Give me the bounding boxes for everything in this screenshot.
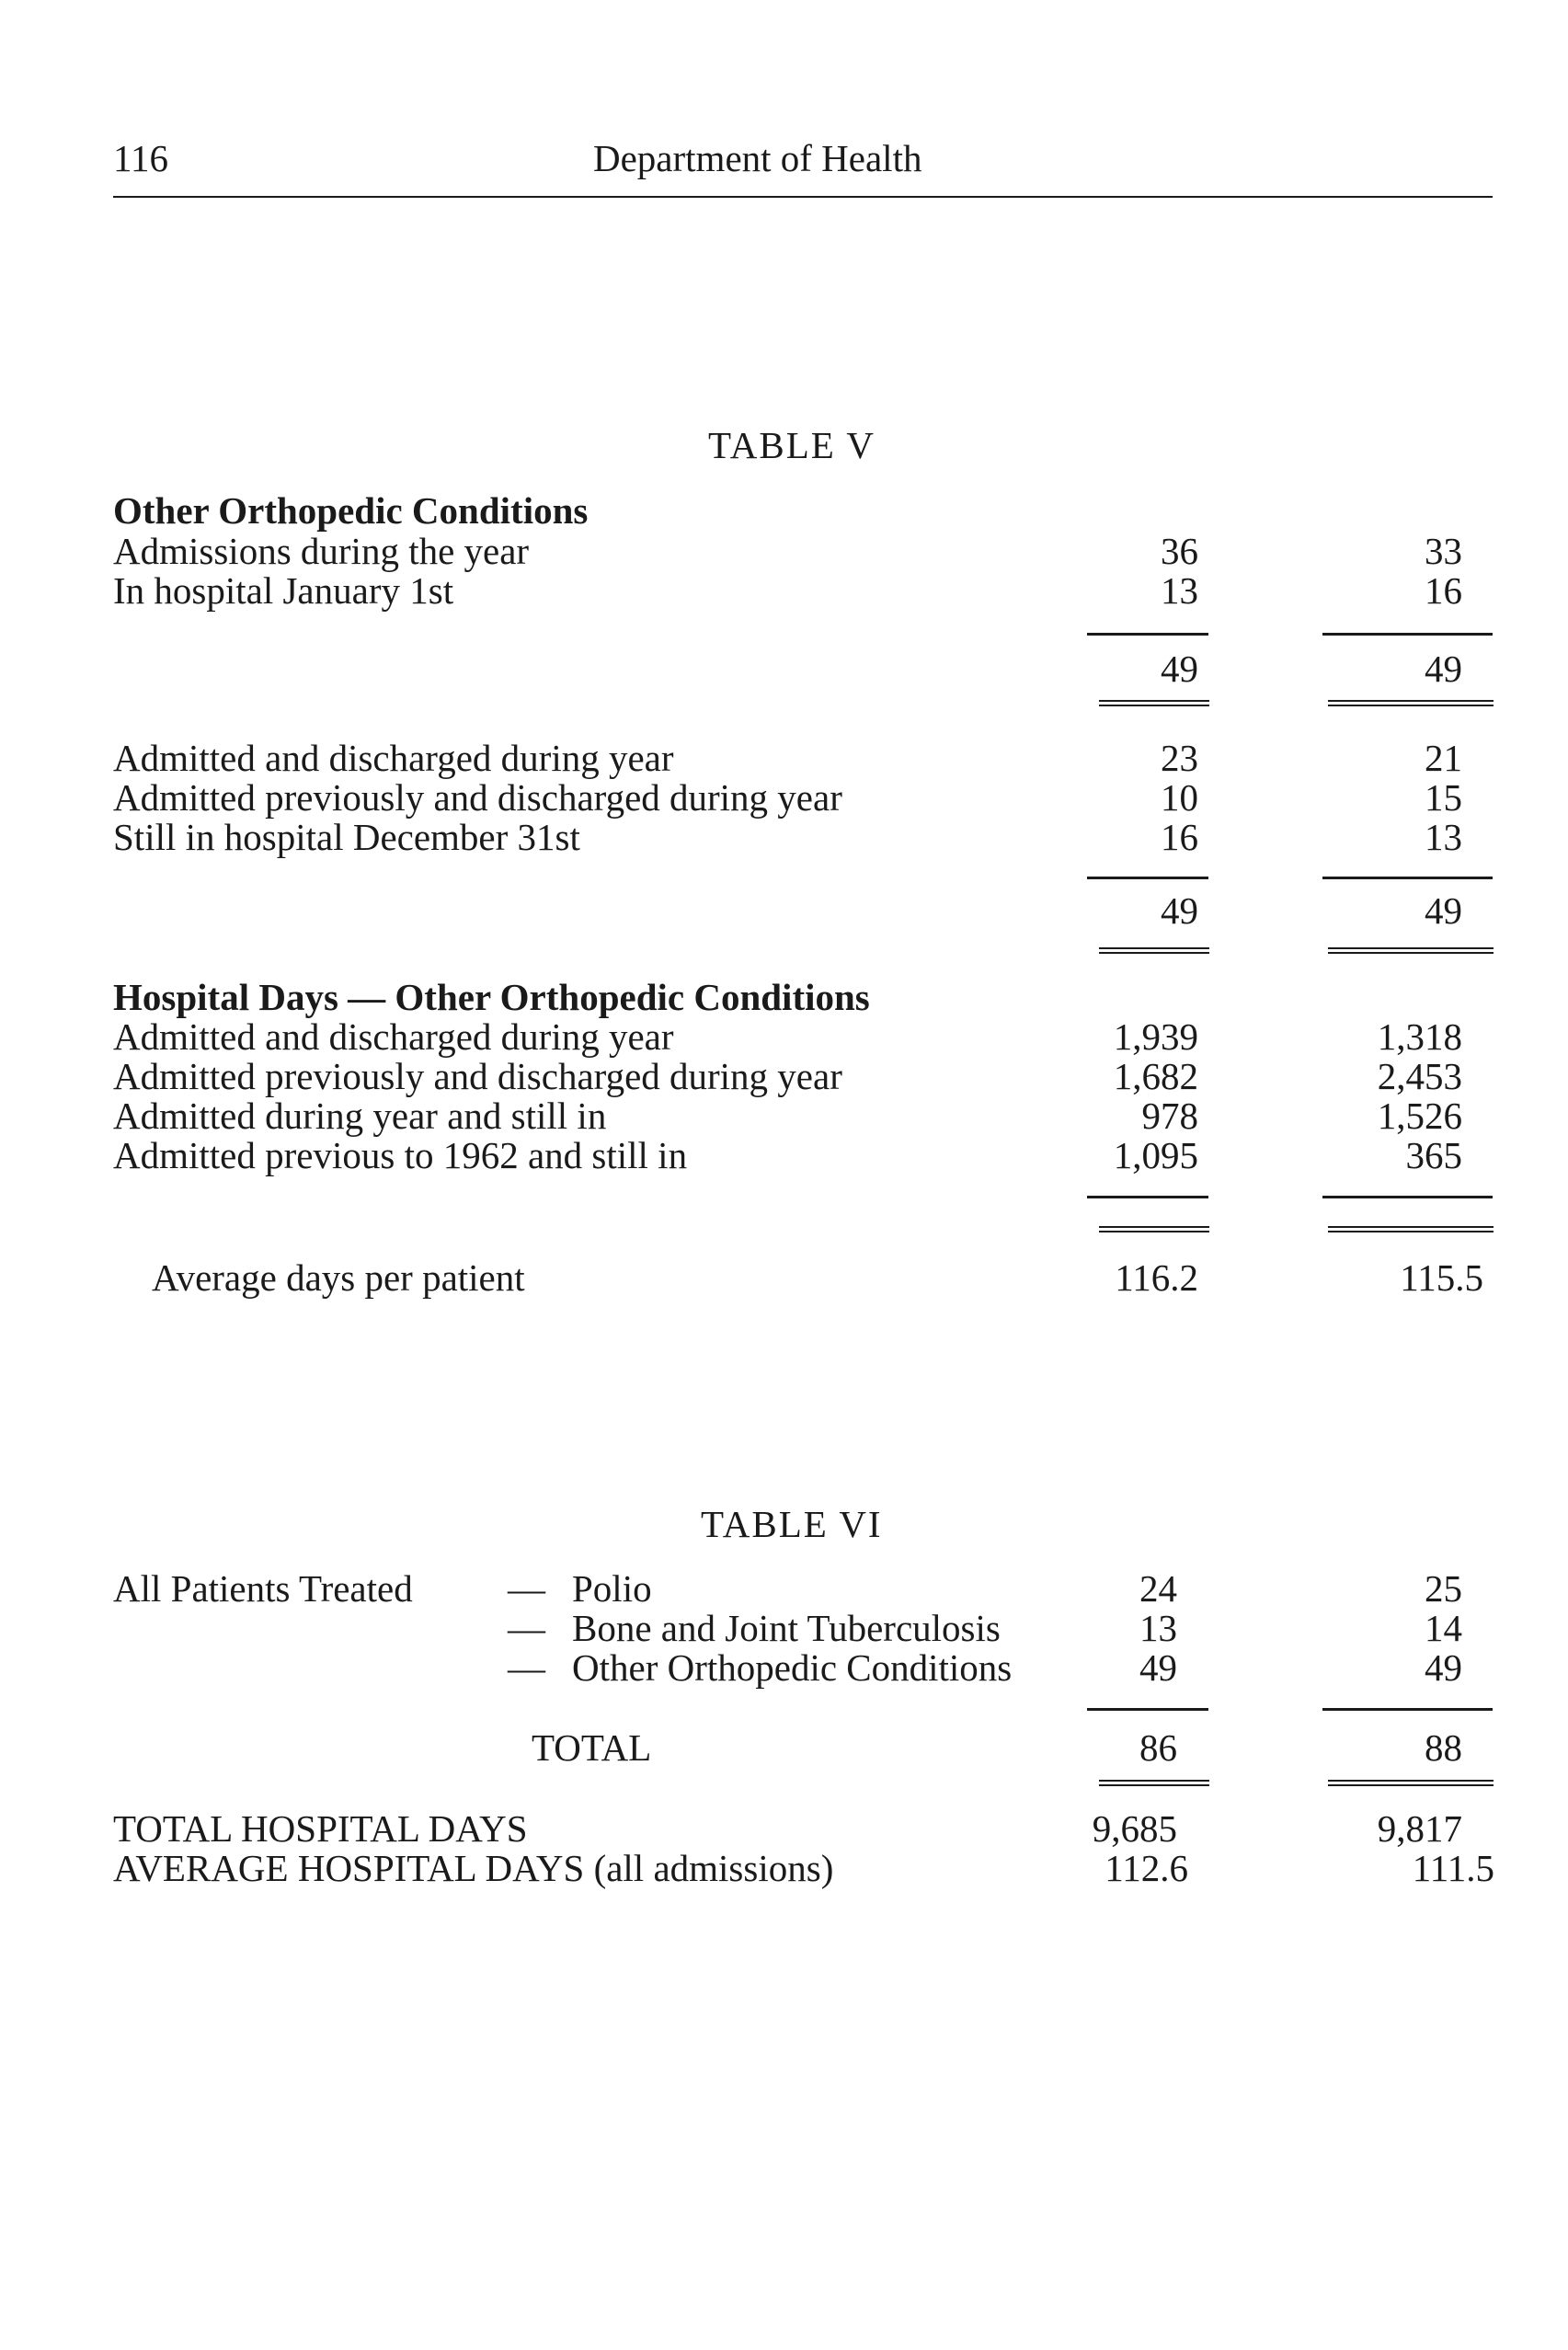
- section-heading: Other Orthopedic Conditions: [113, 489, 589, 532]
- row-value-b: 21: [1425, 737, 1462, 779]
- row-label: Admitted and discharged during year: [113, 737, 674, 779]
- row-label: Admitted previously and discharged during year: [113, 776, 842, 819]
- row-dash: —: [508, 1567, 545, 1610]
- row-value-a: 36: [1161, 530, 1198, 572]
- table-v-title: TABLE V: [708, 424, 876, 466]
- total-double-rule: [1099, 700, 1209, 706]
- row-value-a: 13: [1161, 569, 1198, 612]
- total-value-a: 86: [1139, 1726, 1177, 1769]
- average-days-value-a: 112.6: [1104, 1847, 1188, 1889]
- table-vi-title: TABLE VI: [701, 1503, 883, 1545]
- subtotal-rule: [1322, 1708, 1493, 1711]
- total-double-rule: [1328, 700, 1494, 706]
- subtotal-rule: [1087, 1708, 1208, 1711]
- row-label: Admitted previously and discharged during year: [113, 1055, 842, 1097]
- subtotal-rule: [1322, 1196, 1493, 1198]
- page-number: 116: [113, 137, 168, 179]
- row-value-a: 1,095: [1113, 1134, 1198, 1176]
- total-value-a: 49: [1161, 889, 1198, 932]
- row-value-b: 25: [1425, 1567, 1462, 1610]
- row-label: Other Orthopedic Conditions: [572, 1646, 1013, 1689]
- row-dash: —: [508, 1607, 545, 1649]
- hospital-days-value-a: 9,685: [1092, 1807, 1177, 1850]
- row-label: Admitted during year and still in: [113, 1095, 607, 1137]
- subtotal-rule: [1322, 633, 1493, 636]
- total-value-b: 49: [1425, 648, 1462, 690]
- average-days-value-b: 111.5: [1412, 1847, 1494, 1889]
- subtotal-rule: [1087, 877, 1208, 879]
- average-label: Average days per patient: [152, 1256, 525, 1299]
- subtotal-rule: [1087, 1196, 1208, 1198]
- row-value-a: 10: [1161, 776, 1198, 819]
- row-label: Still in hospital December 31st: [113, 816, 580, 858]
- row-value-b: 1,526: [1377, 1095, 1462, 1137]
- row-label: Admitted previous to 1962 and still in: [113, 1134, 688, 1176]
- hospital-days-value-b: 9,817: [1377, 1807, 1462, 1850]
- total-value-b: 88: [1425, 1726, 1462, 1769]
- average-value-a: 116.2: [1115, 1256, 1198, 1299]
- row-value-b: 2,453: [1377, 1055, 1462, 1097]
- average-value-b: 115.5: [1400, 1256, 1483, 1299]
- row-value-b: 1,318: [1377, 1015, 1462, 1058]
- total-double-rule: [1328, 1780, 1494, 1786]
- row-value-b: 16: [1425, 569, 1462, 612]
- total-double-rule: [1099, 947, 1209, 954]
- lead-label: All Patients Treated: [113, 1567, 413, 1610]
- row-value-b: 33: [1425, 530, 1462, 572]
- average-days-label: AVERAGE HOSPITAL DAYS (all admissions): [113, 1847, 834, 1889]
- row-value-b: 14: [1425, 1607, 1462, 1649]
- row-label: In hospital January 1st: [113, 569, 454, 612]
- row-label: Polio: [572, 1567, 652, 1610]
- row-value-a: 23: [1161, 737, 1198, 779]
- total-double-rule: [1099, 1780, 1209, 1786]
- total-double-rule: [1099, 1226, 1209, 1232]
- header-rule: [113, 196, 1493, 198]
- subtotal-rule: [1087, 633, 1208, 636]
- hospital-days-label: TOTAL HOSPITAL DAYS: [113, 1807, 528, 1850]
- running-title: Department of Health: [593, 137, 922, 179]
- row-value-b: 15: [1425, 776, 1462, 819]
- section-heading: Hospital Days — Other Orthopedic Conditions: [113, 976, 870, 1018]
- row-value-a: 13: [1139, 1607, 1177, 1649]
- row-value-b: 49: [1425, 1646, 1462, 1689]
- row-label: Admitted and discharged during year: [113, 1015, 674, 1058]
- subtotal-rule: [1322, 877, 1493, 879]
- row-value-b: 13: [1425, 816, 1462, 858]
- row-label: Bone and Joint Tuberculosis: [572, 1607, 1001, 1649]
- total-double-rule: [1328, 947, 1494, 954]
- total-value-a: 49: [1161, 648, 1198, 690]
- row-label: Admissions during the year: [113, 530, 530, 572]
- total-label: TOTAL: [532, 1726, 652, 1769]
- row-dash: —: [508, 1646, 545, 1689]
- row-value-a: 1,682: [1113, 1055, 1198, 1097]
- row-value-b: 365: [1405, 1134, 1462, 1176]
- row-value-a: 49: [1139, 1646, 1177, 1689]
- total-double-rule: [1328, 1226, 1494, 1232]
- total-value-b: 49: [1425, 889, 1462, 932]
- row-value-a: 24: [1139, 1567, 1177, 1610]
- row-value-a: 16: [1161, 816, 1198, 858]
- row-value-a: 1,939: [1113, 1015, 1198, 1058]
- row-value-a: 978: [1141, 1095, 1198, 1137]
